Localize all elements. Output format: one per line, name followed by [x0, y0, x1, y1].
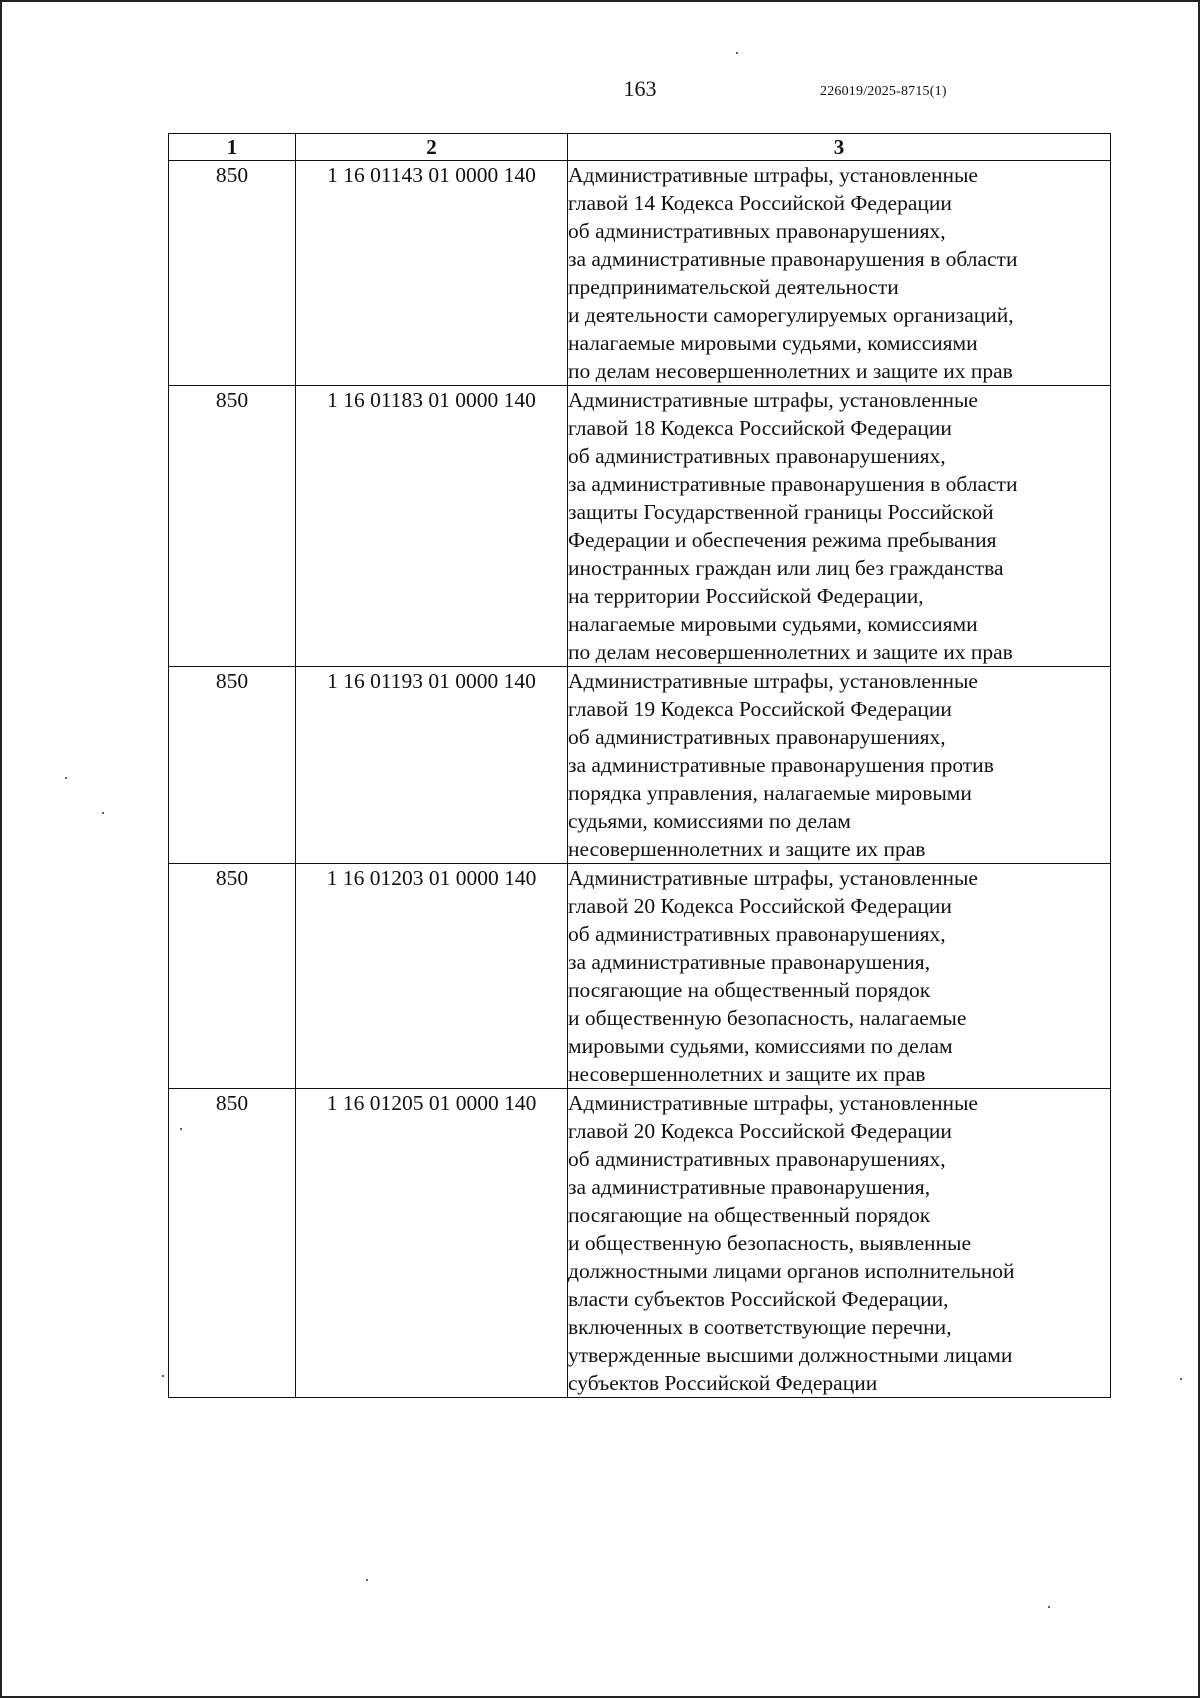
description-line: налагаемые мировыми судьями, комиссиями — [568, 331, 978, 355]
description-line: судьями, комиссиями по делам — [568, 809, 851, 833]
description-line: по делам несовершеннолетних и защите их прав — [568, 359, 1013, 383]
cell-admin-code: 850 — [169, 667, 296, 864]
cell-admin-code: 850 — [169, 161, 296, 386]
description-line: за административные правонарушения, — [568, 950, 931, 974]
description-line: об административных правонарушениях, — [568, 219, 946, 243]
description-line: за административные правонарушения против — [568, 753, 994, 777]
table-row — [169, 1089, 1111, 1398]
cell-description — [568, 1089, 1111, 1398]
header-row — [169, 134, 1111, 161]
cell-budget-code: 1 16 01193 01 0000 140 — [296, 667, 568, 864]
description-line: Административные штрафы, установленные — [568, 388, 978, 412]
description-line: посягающие на общественный порядок — [568, 1203, 931, 1227]
description-line: главой 14 Кодекса Российской Федерации — [568, 191, 952, 215]
scan-border-left — [0, 0, 2, 1698]
scan-speck — [162, 1375, 164, 1377]
description-line: несовершеннолетних и защите их прав — [568, 1062, 926, 1086]
page-number: 163 — [623, 76, 657, 101]
table-row — [169, 161, 1111, 386]
table-row — [169, 386, 1111, 667]
scan-speck — [1180, 1378, 1182, 1380]
cell-admin-code: 850 — [169, 386, 296, 667]
description-line: об административных правонарушениях, — [568, 444, 946, 468]
description-line: Административные штрафы, установленные — [568, 669, 978, 693]
document-id: 226019/2025-8715(1) — [820, 84, 947, 99]
description-line: главой 19 Кодекса Российской Федерации — [568, 697, 952, 721]
description-line: главой 20 Кодекса Российской Федерации — [568, 1119, 952, 1143]
description-line: мировыми судьями, комиссиями по делам — [568, 1034, 953, 1058]
scan-border-top — [0, 0, 1200, 2]
description-line: иностранных граждан или лиц без гражданства — [568, 556, 1004, 580]
scan-speck — [1048, 1606, 1050, 1608]
cell-description — [568, 386, 1111, 667]
column-header-1: 1 — [169, 134, 296, 161]
description-line: и деятельности саморегулируемых организаций, — [568, 303, 1014, 327]
description-line: главой 20 Кодекса Российской Федерации — [568, 894, 952, 918]
scan-speck — [102, 812, 104, 814]
description-line: главой 18 Кодекса Российской Федерации — [568, 416, 952, 440]
cell-description — [568, 161, 1111, 386]
description-line: об административных правонарушениях, — [568, 725, 946, 749]
column-header-2: 2 — [296, 134, 568, 161]
description-line: об административных правонарушениях, — [568, 1147, 946, 1171]
table-header — [169, 134, 1111, 161]
description-line: защиты Государственной границы Российской — [568, 500, 994, 524]
description-line: Административные штрафы, установленные — [568, 1091, 978, 1115]
cell-budget-code: 1 16 01203 01 0000 140 — [296, 864, 568, 1089]
description-line: несовершеннолетних и защите их прав — [568, 837, 926, 861]
cell-budget-code: 1 16 01183 01 0000 140 — [296, 386, 568, 667]
scan-speck — [65, 777, 67, 779]
description-line: налагаемые мировыми судьями, комиссиями — [568, 612, 978, 636]
description-line: власти субъектов Российской Федерации, — [568, 1287, 949, 1311]
column-header-3: 3 — [568, 134, 1111, 161]
description-line: утвержденные высшими должностными лицами — [568, 1343, 1013, 1367]
kbk-table — [168, 133, 1111, 1398]
description-line: должностными лицами органов исполнительной — [568, 1259, 1015, 1283]
cell-budget-code: 1 16 01205 01 0000 140 — [296, 1089, 568, 1398]
description-line: и общественную безопасность, налагаемые — [568, 1006, 967, 1030]
description-line: Административные штрафы, установленные — [568, 866, 978, 890]
description-line: Федерации и обеспечения режима пребывания — [568, 528, 997, 552]
description-line: по делам несовершеннолетних и защите их прав — [568, 640, 1013, 664]
description-line: посягающие на общественный порядок — [568, 978, 931, 1002]
cell-description — [568, 667, 1111, 864]
description-line: предпринимательской деятельности — [568, 275, 899, 299]
cell-admin-code: 850 — [169, 864, 296, 1089]
description-line: за административные правонарушения в области — [568, 472, 1018, 496]
scan-speck — [180, 1128, 182, 1130]
table-body — [169, 161, 1111, 1398]
scan-speck — [366, 1579, 368, 1581]
cell-admin-code: 850 — [169, 1089, 296, 1398]
description-line: и общественную безопасность, выявленные — [568, 1231, 971, 1255]
description-line: за административные правонарушения, — [568, 1175, 931, 1199]
description-line: на территории Российской Федерации, — [568, 584, 924, 608]
description-line: за административные правонарушения в области — [568, 247, 1018, 271]
scan-speck — [736, 52, 738, 54]
description-line: об административных правонарушениях, — [568, 922, 946, 946]
description-line: Административные штрафы, установленные — [568, 163, 978, 187]
description-line: порядка управления, налагаемые мировыми — [568, 781, 972, 805]
table-row — [169, 667, 1111, 864]
description-line: субъектов Российской Федерации — [568, 1371, 878, 1395]
description-line: включенных в соответствующие перечни, — [568, 1315, 952, 1339]
cell-budget-code: 1 16 01143 01 0000 140 — [296, 161, 568, 386]
table-row — [169, 864, 1111, 1089]
cell-description — [568, 864, 1111, 1089]
